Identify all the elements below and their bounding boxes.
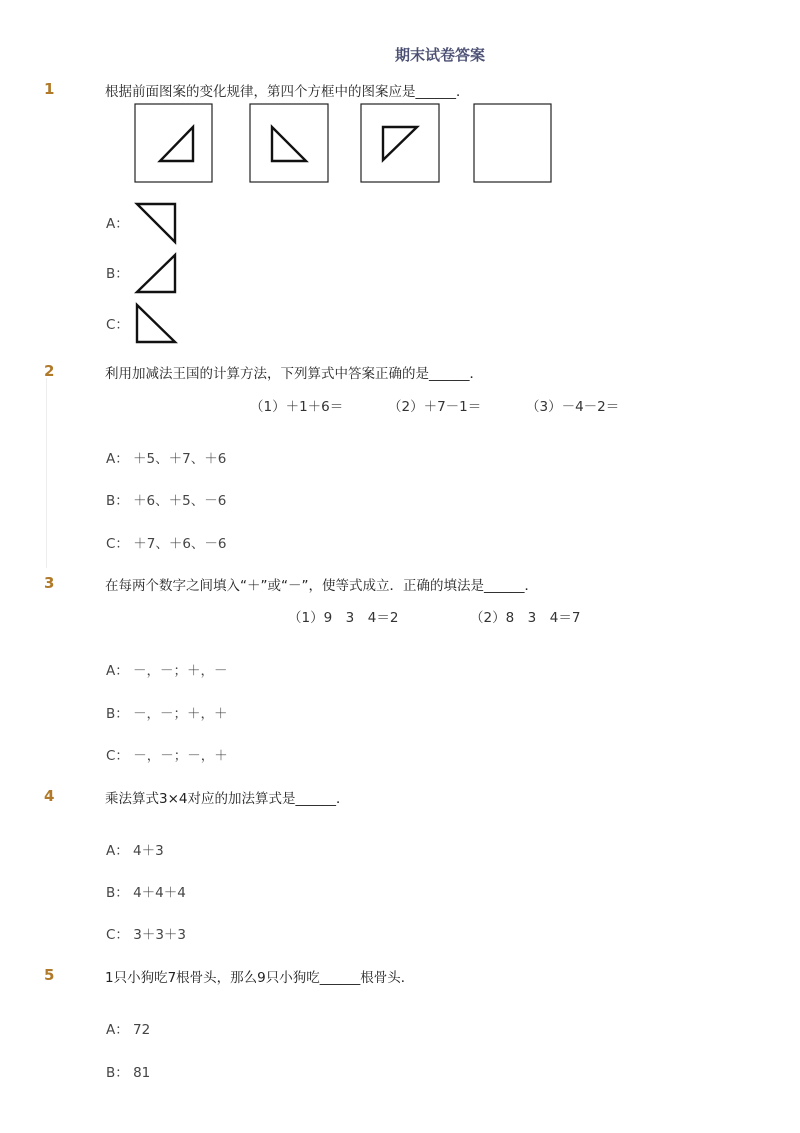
pattern-box-3 xyxy=(361,104,439,182)
triangle-shape xyxy=(160,127,193,161)
question-3-option-b[interactable] xyxy=(106,702,228,722)
option-letter: B： xyxy=(106,706,129,722)
pattern-box-2 xyxy=(250,104,328,182)
option-letter: B： xyxy=(106,266,129,282)
question-4-option-b[interactable] xyxy=(106,881,186,901)
question-3-equation-2: （2）8 3 4＝7 xyxy=(470,610,581,626)
option-letter: C： xyxy=(106,748,129,764)
option-letter: C： xyxy=(106,317,129,333)
pattern-box-1 xyxy=(135,104,212,182)
option-letter: C： xyxy=(106,927,129,943)
option-content: 4＋4＋4 xyxy=(133,885,186,901)
question-3-equation-1: （1）9 3 4＝2 xyxy=(288,610,399,626)
option-content: 81 xyxy=(133,1065,151,1081)
question-5-number: 5 xyxy=(44,966,55,984)
option-content: ＋7、＋6、－6 xyxy=(133,536,227,552)
question-2-option-c[interactable] xyxy=(106,532,227,552)
option-letter: A： xyxy=(106,451,129,467)
question-5-option-b[interactable] xyxy=(106,1061,150,1081)
page-title: 期末试卷答案 xyxy=(394,46,485,64)
question-2-option-b[interactable] xyxy=(106,489,226,509)
triangle-shape xyxy=(272,127,306,161)
question-2-equation-3: （3）－4－2＝ xyxy=(526,399,620,415)
option-content: 3＋3＋3 xyxy=(133,927,187,943)
option-a-triangle xyxy=(137,204,175,242)
option-letter: B： xyxy=(106,885,129,901)
question-1-option-a[interactable] xyxy=(106,212,129,232)
question-3-option-c[interactable] xyxy=(106,744,228,764)
option-content: ＋5、＋7、＋6 xyxy=(133,451,227,467)
question-5-text: 1只小狗吃7根骨头，那么9只小狗吃______根骨头． xyxy=(105,970,415,986)
option-letter: C： xyxy=(106,536,129,552)
pattern-box-4-empty xyxy=(474,104,551,182)
option-b-triangle xyxy=(137,255,175,292)
question-2-number: 2 xyxy=(44,362,55,380)
divider-line xyxy=(46,378,47,568)
option-letter: A： xyxy=(106,216,129,232)
option-content: －，－；＋，＋ xyxy=(133,706,228,722)
option-letter: A： xyxy=(106,843,129,859)
question-4-text: 乘法算式3×4对应的加法算式是______． xyxy=(105,791,350,807)
question-1-option-c[interactable] xyxy=(106,313,129,333)
question-3-text: 在每两个数字之间填入“＋”或“－”，使等式成立．正确的填法是______． xyxy=(105,578,538,594)
question-4-option-a[interactable] xyxy=(106,839,164,859)
question-1-option-b[interactable] xyxy=(106,262,129,282)
option-letter: A： xyxy=(106,1022,129,1038)
option-content: －，－；－，＋ xyxy=(133,748,228,764)
question-4-option-c[interactable] xyxy=(106,923,186,943)
question-4-number: 4 xyxy=(44,787,55,805)
question-2-text: 利用加减法王国的计算方法，下列算式中答案正确的是______． xyxy=(105,366,483,382)
question-1-text: 根据前面图案的变化规律，第四个方框中的图案应是______． xyxy=(105,84,470,100)
question-1-number: 1 xyxy=(44,80,55,98)
question-1-figures xyxy=(0,0,800,360)
option-content: －，－；＋，－ xyxy=(133,663,228,679)
option-letter: B： xyxy=(106,1065,129,1081)
question-2-equation-2: （2）＋7－1＝ xyxy=(388,399,482,415)
option-content: ＋6、＋5、－6 xyxy=(133,493,227,509)
question-2-equation-1: （1）＋1＋6＝ xyxy=(250,399,344,415)
question-3-option-a[interactable] xyxy=(106,659,228,679)
option-content: 72 xyxy=(133,1022,151,1038)
option-content: 4＋3 xyxy=(133,843,164,859)
option-c-triangle xyxy=(137,305,175,342)
option-letter: B： xyxy=(106,493,129,509)
triangle-shape xyxy=(383,127,417,160)
question-3-number: 3 xyxy=(44,574,55,592)
question-2-option-a[interactable] xyxy=(106,447,226,467)
question-5-option-a[interactable] xyxy=(106,1018,150,1038)
option-letter: A： xyxy=(106,663,129,679)
